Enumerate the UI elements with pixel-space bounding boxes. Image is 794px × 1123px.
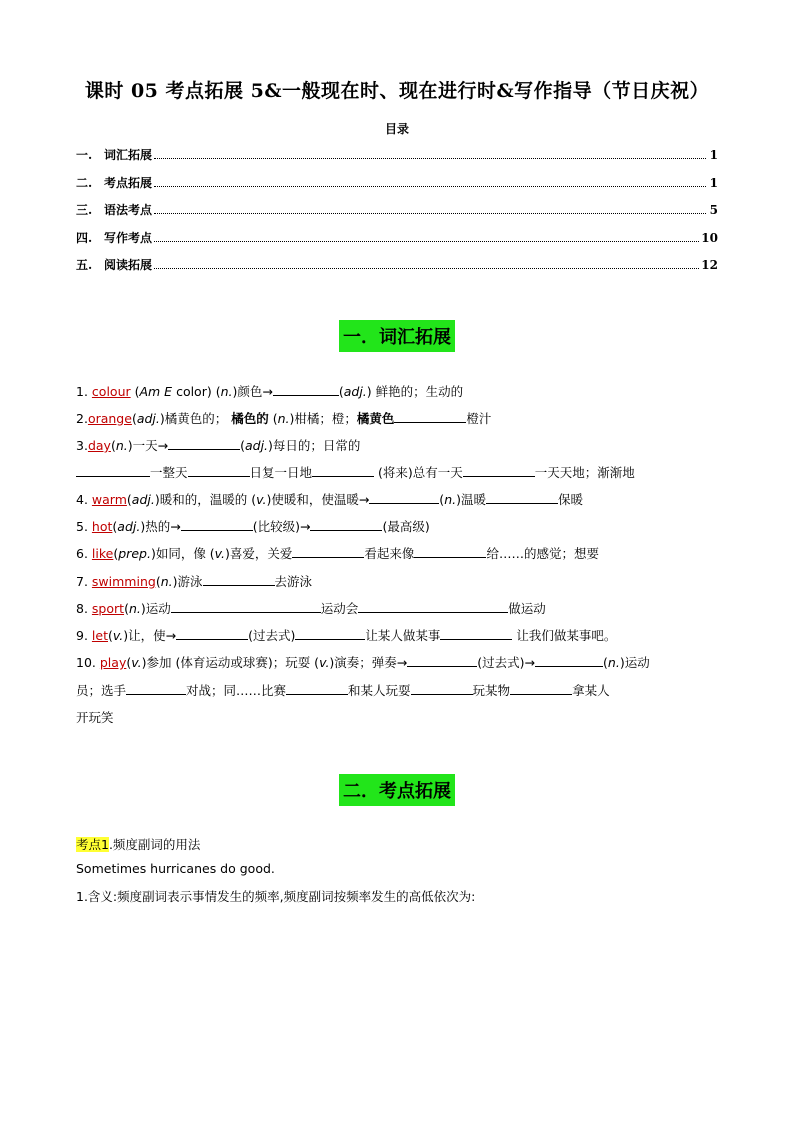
example-sentence: Sometimes hurricanes do good. [76,861,275,876]
toc-page: 1 [709,148,718,162]
answer-blank [286,683,348,695]
toc-label: 写作考点 [104,230,153,245]
toc-number: 二. [76,175,93,190]
answer-blank [273,384,339,396]
section-heading-label: 一．词汇拓展 [339,320,455,352]
toc-heading: 目录 [384,122,409,136]
definition-text: 1.含义:频度副词表示事情发生的频率,频度副词按频率发生的高低依次为: [76,889,476,904]
answer-blank [176,628,248,640]
toc-entry-2[interactable] [76,174,718,202]
vocab-item-2: 2.orange(adj.)橘黄色的； 橘色的 (n.)柑橘；橙；橘黄色 橙汁 [76,411,492,426]
toc-label: 语法考点 [104,203,153,217]
toc-leader [154,158,706,159]
section-heading-vocabulary [0,320,794,352]
answer-blank [535,655,603,667]
vocab-item-10-continued: 员；选手 对战；同……比赛 和某人玩耍 玩某物 拿某人 [76,683,610,698]
key-point-heading: 考点1.频度副词的用法 [76,837,201,852]
toc-number: 五. [76,258,93,272]
toc-page: 5 [709,203,718,217]
keyword: hot [91,519,113,534]
vocab-item-7: 7. swimming(n.)游泳 去游泳 [76,574,313,589]
answer-blank [126,683,186,695]
answer-blank [369,492,439,504]
answer-blank [440,628,512,640]
answer-blank [407,655,477,667]
vocab-item-9: 9. let(v.)让，使→ (过去式) 让某人做某事 让我们做某事吧。 [76,628,617,643]
toc-label: 词汇拓展 [104,148,153,162]
vocab-item-10-end: 开玩笑 [76,710,114,725]
document-title: 课时 05 考点拓展 5&一般现在时、现在进行时&写作指导（节日庆祝） [84,80,710,102]
keyword: colour [91,384,131,399]
section-heading-key-points [0,774,794,806]
vocab-item-1: 1. colour (Am E color) (n.)颜色→ (adj.) 鲜艳的；生动的 [76,384,464,399]
keyword: orange [87,411,132,426]
toc-page: 10 [701,230,718,245]
answer-blank [295,628,365,640]
toc-entry-3[interactable] [76,201,718,229]
answer-blank [188,465,250,477]
keyword: warm [91,492,127,507]
toc-entry-1[interactable] [76,146,718,174]
answer-blank [76,465,150,477]
answer-blank [358,601,508,613]
vocab-item-8: 8. sport(n.)运动 运动会 做运动 [76,601,546,616]
answer-blank [171,601,321,613]
section-heading-label: 二．考点拓展 [339,774,455,806]
answer-blank [486,492,558,504]
keyword: let [91,628,108,643]
answer-blank [168,438,240,450]
toc-label: 阅读拓展 [104,258,153,272]
answer-blank [394,411,466,423]
answer-blank [463,465,535,477]
answer-blank [414,546,486,558]
keyword: play [99,655,127,670]
toc-number: 四. [76,230,93,245]
answer-blank [181,519,253,531]
vocab-item-6: 6. like(prep.)如同，像 (v.)喜爱，关爱 看起来像 给……的感觉；想要 [76,546,599,561]
toc-entry-5[interactable] [76,256,718,284]
answer-blank [312,465,374,477]
answer-blank [203,574,275,586]
toc-label: 考点拓展 [104,175,153,190]
toc-leader [154,186,706,187]
table-of-contents [76,146,718,284]
toc-entry-4[interactable] [76,229,718,257]
keyword: swimming [91,574,156,589]
vocab-item-3-continued: 一整天 日复一日地 (将来)总有一天 一天天地；渐渐地 [76,463,635,481]
answer-blank [411,683,473,695]
vocab-item-5: 5. hot(adj.)热的→ (比较级)→ (最高级) [76,519,430,534]
answer-blank [510,683,572,695]
toc-leader [154,213,706,214]
toc-page: 12 [701,258,718,272]
answer-blank [292,546,364,558]
answer-blank [310,519,382,531]
toc-leader [154,268,699,269]
toc-page: 1 [709,175,718,190]
keyword: sport [91,601,125,616]
keyword: day [87,438,111,453]
toc-leader [154,241,699,242]
vocab-item-3: 3.day(n.)一天→ (adj.)每日的；日常的 [76,438,361,453]
key-point-tag: 考点1 [76,837,109,852]
keyword: like [91,546,114,561]
toc-number: 三. [76,203,93,217]
vocab-item-4: 4. warm(adj.)暖和的，温暖的 (v.)使暖和，使温暖→ (n.)温暖 保暖 [76,492,583,507]
toc-number: 一. [76,148,93,162]
vocab-item-10: 10. play(v.)参加 (体育运动或球赛)；玩耍 (v.)演奏；弹奏→ (过去式)→ (n.)运动 [76,655,650,670]
